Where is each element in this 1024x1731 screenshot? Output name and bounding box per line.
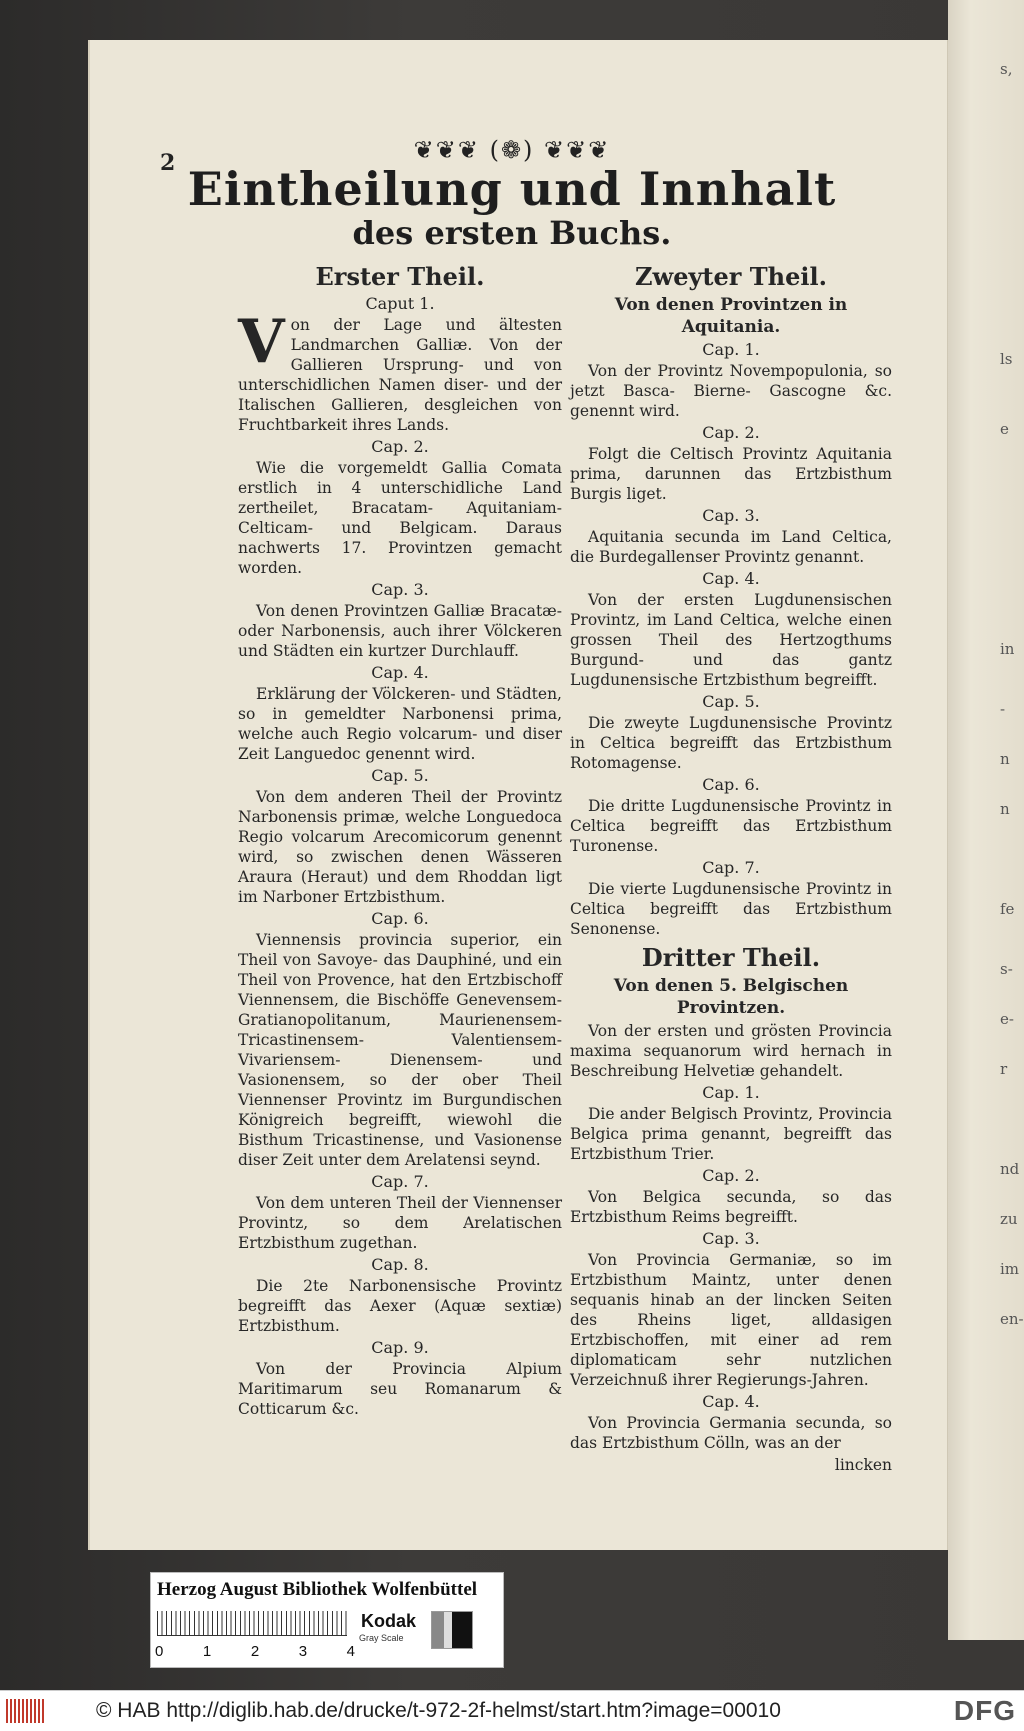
chapter-heading: Cap. 3.	[702, 506, 760, 525]
chapter-heading: Cap. 9.	[371, 1338, 429, 1357]
part-title: Dritter Theil.	[641, 943, 821, 972]
chapter-heading: Cap. 3.	[371, 580, 429, 599]
chapter-text: Wie die vorgemeldt Gallia Comata erstlich in 4 unterschidliche Land zertheilet, Bracatam- Aquitaniam- Celticam- und Belgicam. Daraus nachwerts 17. Provintzen gemacht worden.	[238, 459, 562, 577]
chapter-heading: Cap. 6.	[371, 909, 429, 928]
fragment: s,	[1000, 60, 1013, 78]
ruler-number: 4	[346, 1643, 355, 1660]
fragment: -	[1000, 700, 1006, 718]
kodak-brand: Kodak	[361, 1611, 417, 1631]
chapter-text: Die 2te Narbonensische Provintz begreifft das Aexer (Aquæ sextiæ) Ertzbisthum.	[238, 1277, 562, 1335]
chapter-heading: Cap. 2.	[702, 1166, 760, 1185]
chapter-text: Von der ersten Lugdunensischen Provintz, im Land Celtica, welche einen grossen Theil des Hertzogthums Burgund- und das gantz Lugdunensische Ertzbisthum begreifft.	[570, 591, 892, 689]
fragment: nd	[1000, 1160, 1020, 1178]
chapter-heading: Cap. 7.	[371, 1172, 429, 1191]
ruler-number: 3	[298, 1643, 308, 1660]
chapter-heading: Cap. 2.	[702, 423, 760, 442]
ruler-number: 2	[250, 1643, 260, 1660]
dfg-logo: DFG	[953, 1695, 1016, 1726]
chapter-text: on der Lage und ältesten Landmarchen Galliæ. Von der Gallieren Ursprung- und von unterschidlichen Namen diser- und der Italischen Gallieren, desgleichen von Fruchtbarkeit ihres Lands.	[238, 316, 562, 434]
page-subtitle: des ersten Buchs.	[352, 214, 672, 252]
chapter-text: Viennensis provincia superior, ein Theil von Savoye- das Dauphiné, und ein Theil von Provence, hat den Ertzbischoff Viennensem, die Bischöffe Genevensem- Gratianopolitanum, Maurienensem- Tricastinensem- Valentiensem- Vivariensem- Dienensem- und Vasionensem, so der ober Theil Viennenser Provintz im Burgundischen Königreich begreifft, wiewohl die Bisthum Tricastinense, und Vasionense diser Zeit unter dem Arelatensi seynd.	[238, 931, 562, 1169]
chapter-text: Die dritte Lugdunensische Provintz in Celtica begreifft das Ertzbisthum Turonense.	[570, 797, 892, 855]
chapter-heading: Cap. 1.	[702, 340, 760, 359]
left-column	[238, 262, 562, 1421]
chapter-text: Folgt die Celtisch Provintz Aquitania prima, darunnen das Ertzbisthum Burgis liget.	[570, 445, 892, 503]
part-intro: Von der ersten und grösten Provincia maxima sequanorum wird hernach in Beschreibung Helvetiæ gehandelt.	[570, 1022, 892, 1080]
chapter-text: Die ander Belgisch Provintz, Provincia Belgica prima genannt, begreifft das Ertzbisthum Trier.	[570, 1105, 892, 1163]
fragment: ls	[1000, 350, 1013, 368]
chapter-text: Die zweyte Lugdunensische Provintz in Celtica begreifft das Ertzbisthum Rotomagense.	[570, 714, 892, 772]
fragment: n	[1000, 750, 1010, 768]
chapter-heading: Cap. 5.	[702, 692, 760, 711]
fragment: s-	[1000, 960, 1013, 978]
fragment: e	[1000, 420, 1009, 438]
page-title: Eintheilung und Innhalt	[187, 162, 837, 216]
part-subtitle: Von denen Provintzen in Aquitania.	[614, 295, 848, 337]
part-title: Erster Theil.	[315, 262, 485, 291]
chapter-heading: Cap. 6.	[702, 775, 760, 794]
chapter-text: Von denen Provintzen Galliæ Bracatæ- oder Narbonensis, auch ihrer Völckeren und Städten ein kurtzer Durchlauff.	[238, 602, 562, 660]
chapter-text: Aquitania secunda im Land Celtica, die Burdegallenser Provintz genannt.	[570, 528, 892, 566]
part-subtitle: Von denen 5. Belgischen Provintzen.	[613, 976, 849, 1018]
chapter-text: Von der Provintz Novempopulonia, so jetzt Basca- Bierne- Gascogne &c. genennt wird.	[570, 362, 892, 420]
fragment: n	[1000, 800, 1010, 818]
chapter-entry	[238, 307, 562, 435]
chapter-heading: Cap. 8.	[371, 1255, 429, 1274]
source-url[interactable]: © HAB http://diglib.hab.de/drucke/t-972-2f-helmst/start.htm?image=00010	[96, 1699, 781, 1722]
chapter-text: Von Provincia Germania secunda, so das Ertzbisthum Cölln, was an der	[570, 1414, 892, 1452]
ruler-number: 1	[202, 1643, 212, 1660]
fragment: r	[1000, 1060, 1008, 1078]
grayscale-label: Gray Scale	[359, 1633, 404, 1643]
grayscale-swatch	[431, 1611, 473, 1649]
right-column	[570, 262, 892, 1475]
chapter-heading: Cap. 7.	[702, 858, 760, 877]
chapter-heading: Caput 1.	[365, 294, 435, 313]
header-ornament: ❦❦❦ (❁) ❦❦❦	[413, 136, 611, 164]
drop-cap: V	[238, 307, 285, 377]
fragment: en-	[1000, 1310, 1024, 1328]
scale-card	[150, 1572, 504, 1668]
chapter-heading: Cap. 3.	[702, 1229, 760, 1248]
ruler-number: 0	[155, 1643, 164, 1660]
footer-bar	[0, 1690, 1024, 1731]
library-name: Herzog August Bibliothek Wolfenbüttel	[157, 1579, 478, 1600]
hab-logo-icon	[6, 1699, 46, 1723]
chapter-text: Die vierte Lugdunensische Provintz in Celtica begreifft das Ertzbisthum Senonense.	[570, 880, 892, 938]
chapter-text: Von Belgica secunda, so das Ertzbisthum Reims begreifft.	[570, 1188, 892, 1226]
ruler	[157, 1611, 347, 1636]
chapter-heading: Cap. 4.	[702, 569, 760, 588]
page-number: 2	[160, 150, 176, 176]
chapter-text: Von der Provincia Alpium Maritimarum seu Romanarum & Cotticarum &c.	[238, 1360, 562, 1418]
catchword: lincken	[834, 1456, 892, 1474]
chapter-text: Von Provincia Germaniæ, so im Ertzbisthum Maintz, unter denen sequanis hinab an der lincken Seiten des Rheins liget, alldasigen Ertzbischoffen, mit einer ad rem diplomaticam sehr nutzlichen Verzeichnuß ihrer Regierungs-Jahren.	[570, 1251, 892, 1389]
chapter-heading: Cap. 1.	[702, 1083, 760, 1102]
chapter-heading: Cap. 4.	[702, 1392, 760, 1411]
chapter-heading: Cap. 5.	[371, 766, 429, 785]
chapter-text: Von dem unteren Theil der Viennenser Provintz, so dem Arelatischen Ertzbisthum zugethan.	[238, 1194, 562, 1252]
fragment: im	[1000, 1260, 1020, 1278]
chapter-text: Von dem anderen Theil der Provintz Narbonensis primæ, welche Longuedoca Regio volcarum Arecomicorum genennt wird, so zwischen denen Wässeren Araura (Heraut) und dem Rhoddan ligt im Narboner Ertzbisthum.	[238, 788, 562, 906]
fragment: e-	[1000, 1010, 1014, 1028]
fragment: in	[1000, 640, 1015, 658]
ruler-numbers	[155, 1643, 355, 1660]
fragment: zu	[1000, 1210, 1018, 1228]
part-title: Zweyter Theil.	[635, 262, 827, 291]
chapter-heading: Cap. 4.	[371, 663, 429, 682]
fragment: fe	[1000, 900, 1015, 918]
chapter-text: Erklärung der Völckeren- und Städten, so in gemeldter Narbonensi prima, welche auch Regio volcarum- und diser Zeit Languedoc genennt wird.	[238, 685, 562, 763]
chapter-heading: Cap. 2.	[371, 437, 429, 456]
